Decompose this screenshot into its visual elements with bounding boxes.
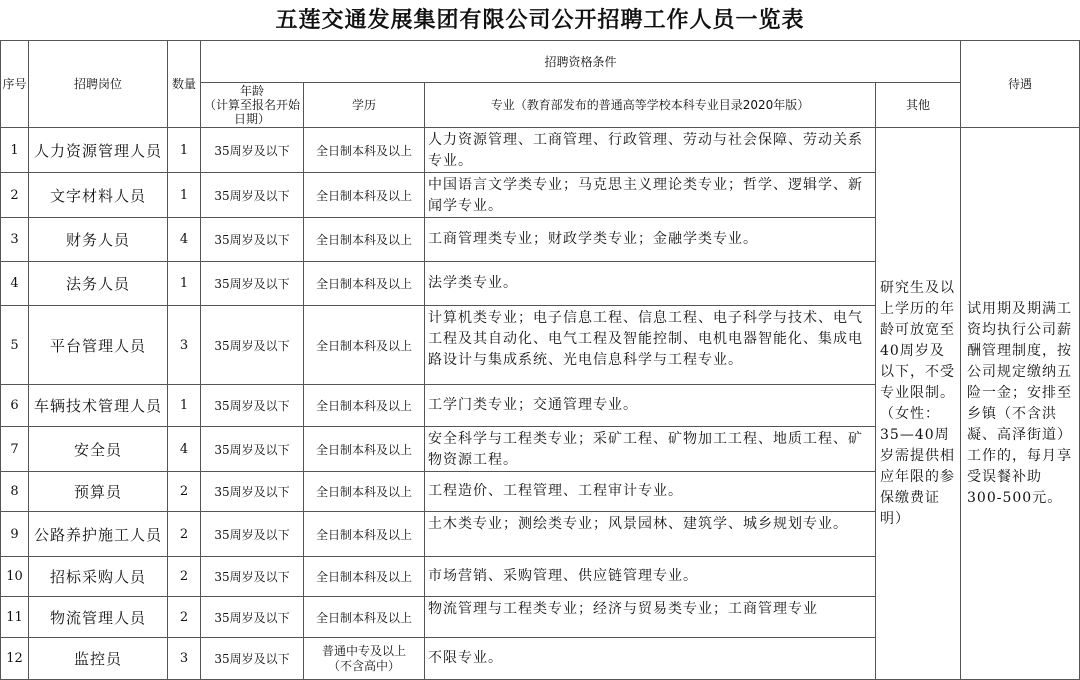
row-major: 工程造价、工程管理、工程审计专业。 — [425, 472, 876, 512]
row-position: 文字材料人员 — [29, 173, 168, 218]
row-age: 35周岁及以下 — [201, 597, 304, 638]
row-education: 全日制本科及以上 — [304, 427, 425, 472]
row-age: 35周岁及以下 — [201, 173, 304, 218]
row-education: 全日制本科及以上 — [304, 173, 425, 218]
row-count: 4 — [168, 427, 201, 472]
row-count: 3 — [168, 306, 201, 385]
header-education: 学历 — [304, 83, 425, 128]
row-major: 人力资源管理、工商管理、行政管理、劳动与社会保障、劳动关系专业。 — [425, 128, 876, 173]
row-major: 中国语言文学类专业；马克思主义理论类专业；哲学、逻辑学、新闻学专业。 — [425, 173, 876, 218]
row-position: 财务人员 — [29, 218, 168, 262]
row-age: 35周岁及以下 — [201, 218, 304, 262]
row-seq: 12 — [1, 638, 29, 680]
row-seq: 5 — [1, 306, 29, 385]
row-major: 计算机类专业；电子信息工程、信息工程、电子科学与技术、电气工程及其自动化、电气工程及智能控制、电机电器智能化、集成电路设计与集成系统、光电信息科学与工程专业。 — [425, 306, 876, 385]
row-seq: 4 — [1, 262, 29, 306]
page-title: 五莲交通发展集团有限公司公开招聘工作人员一览表 — [275, 7, 805, 33]
header-seq: 序号 — [1, 41, 29, 128]
row-seq: 11 — [1, 597, 29, 638]
row-age: 35周岁及以下 — [201, 262, 304, 306]
row-age: 35周岁及以下 — [201, 512, 304, 557]
row-age: 35周岁及以下 — [201, 638, 304, 680]
row-count: 1 — [168, 173, 201, 218]
row-age: 35周岁及以下 — [201, 427, 304, 472]
other-requirements: 研究生及以上学历的年龄可放宽至40周岁及以下，不受专业限制。（女性：35—40周岁需提供相应年限的参保缴费证明） — [876, 128, 961, 680]
header-position: 招聘岗位 — [29, 41, 168, 128]
row-seq: 1 — [1, 128, 29, 173]
row-seq: 9 — [1, 512, 29, 557]
row-major: 工商管理类专业；财政学类专业；金融学类专业。 — [425, 218, 876, 262]
row-position: 预算员 — [29, 472, 168, 512]
row-count: 4 — [168, 218, 201, 262]
row-position: 车辆技术管理人员 — [29, 385, 168, 427]
row-count: 2 — [168, 472, 201, 512]
row-seq: 3 — [1, 218, 29, 262]
row-count: 2 — [168, 512, 201, 557]
row-major: 市场营销、采购管理、供应链管理专业。 — [425, 557, 876, 597]
row-education: 普通中专及以上 （不含高中） — [304, 638, 425, 680]
benefits-text: 试用期及期满工资均执行公司薪酬管理制度，按公司规定缴纳五险一金；安排至乡镇（不含洪凝、高泽街道）工作的，每月享受误餐补助300-500元。 — [961, 128, 1080, 680]
row-education: 全日制本科及以上 — [304, 472, 425, 512]
row-major: 不限专业。 — [425, 638, 876, 680]
row-education: 全日制本科及以上 — [304, 597, 425, 638]
row-age: 35周岁及以下 — [201, 472, 304, 512]
row-position: 招标采购人员 — [29, 557, 168, 597]
row-position: 平台管理人员 — [29, 306, 168, 385]
row-count: 1 — [168, 385, 201, 427]
row-age: 35周岁及以下 — [201, 128, 304, 173]
row-major: 安全科学与工程类专业；采矿工程、矿物加工工程、地质工程、矿物资源工程。 — [425, 427, 876, 472]
row-major: 法学类专业。 — [425, 262, 876, 306]
row-seq: 7 — [1, 427, 29, 472]
row-education: 全日制本科及以上 — [304, 128, 425, 173]
row-major: 工学门类专业；交通管理专业。 — [425, 385, 876, 427]
row-count: 2 — [168, 597, 201, 638]
row-age: 35周岁及以下 — [201, 557, 304, 597]
row-position: 人力资源管理人员 — [29, 128, 168, 173]
row-education: 全日制本科及以上 — [304, 385, 425, 427]
row-education: 全日制本科及以上 — [304, 512, 425, 557]
row-major: 土木类专业；测绘类专业；风景园林、建筑学、城乡规划专业。 — [425, 512, 876, 557]
row-count: 1 — [168, 128, 201, 173]
row-seq: 8 — [1, 472, 29, 512]
row-seq: 2 — [1, 173, 29, 218]
row-education: 全日制本科及以上 — [304, 262, 425, 306]
row-position: 监控员 — [29, 638, 168, 680]
row-count: 3 — [168, 638, 201, 680]
row-education: 全日制本科及以上 — [304, 557, 425, 597]
row-position: 物流管理人员 — [29, 597, 168, 638]
header-age: 年龄 （计算至报名开始日期） — [201, 83, 304, 128]
row-age: 35周岁及以下 — [201, 306, 304, 385]
header-count: 数量 — [168, 41, 201, 128]
row-position: 公路养护施工人员 — [29, 512, 168, 557]
row-count: 2 — [168, 557, 201, 597]
header-benefits: 待遇 — [961, 41, 1080, 128]
header-other: 其他 — [876, 83, 961, 128]
row-seq: 10 — [1, 557, 29, 597]
row-position: 法务人员 — [29, 262, 168, 306]
recruitment-table — [0, 40, 1080, 680]
header-conditions: 招聘资格条件 — [201, 41, 961, 83]
row-position: 安全员 — [29, 427, 168, 472]
row-education: 全日制本科及以上 — [304, 218, 425, 262]
row-count: 1 — [168, 262, 201, 306]
header-major: 专业（教育部发布的普通高等学校本科专业目录2020年版） — [425, 83, 876, 128]
row-seq: 6 — [1, 385, 29, 427]
row-age: 35周岁及以下 — [201, 385, 304, 427]
row-major: 物流管理与工程类专业；经济与贸易类专业；工商管理专业 — [425, 597, 876, 638]
table-row — [1, 128, 1080, 173]
row-education: 全日制本科及以上 — [304, 306, 425, 385]
